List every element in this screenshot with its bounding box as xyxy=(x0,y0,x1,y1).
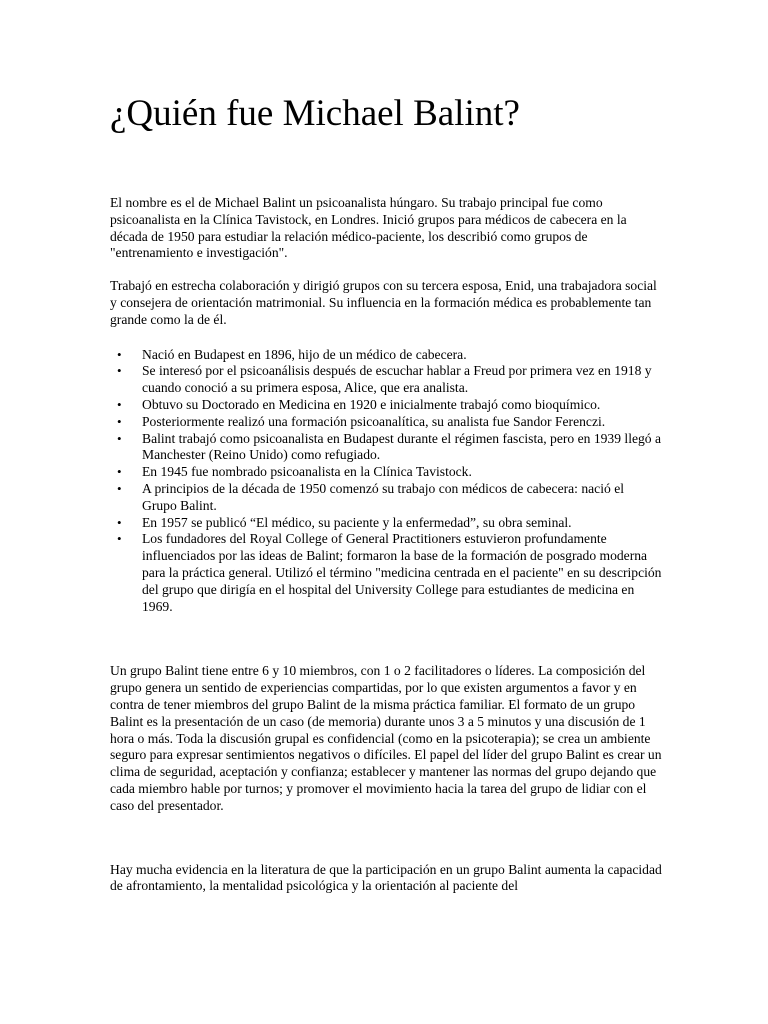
list-item: • Balint trabajó como psicoanalista en Budapest durante el régimen fascista, pero en 1939 llegó a Manchester (Reino Unido) como refugiado. xyxy=(142,431,662,465)
list-item: • Posteriormente realizó una formación psicoanalítica, su analista fue Sandor Ferenczi. xyxy=(142,414,662,431)
page-title: ¿Quién fue Michael Balint? xyxy=(110,93,520,134)
list-item: • En 1945 fue nombrado psicoanalista en la Clínica Tavistock. xyxy=(142,464,662,481)
document-body xyxy=(110,195,662,911)
spacer xyxy=(110,831,662,862)
list-item: • Se interesó por el psicoanálisis después de escuchar hablar a Freud por primera vez en 1918 y cuando conoció a su primera esposa, Alice, que era analista. xyxy=(142,363,662,397)
list-item: • En 1957 se publicó “El médico, su paciente y la enfermedad”, su obra seminal. xyxy=(142,515,662,532)
intro-paragraph-1: El nombre es el de Michael Balint un psicoanalista húngaro. Su trabajo principal fue como psicoanalista en la Clínica Tavistock, en Londres. Inició grupos para médicos de cabecera en la década de 1950 para estudiar la relación médico-paciente, los describió como grupos de "entrenamiento e investigación". xyxy=(110,195,627,261)
list-item: • A principios de la década de 1950 comenzó su trabajo con médicos de cabecera: nació el Grupo Balint. xyxy=(142,481,662,515)
evidence-paragraph: Hay mucha evidencia en la literatura de que la participación en un grupo Balint aumenta la capacidad de afrontamiento, la mentalidad psicológica y la orientación al paciente del xyxy=(110,861,662,894)
list-item: • Nació en Budapest en 1896, hijo de un médico de cabecera. xyxy=(142,347,662,364)
biography-bullet-list xyxy=(110,347,662,616)
spacer xyxy=(110,615,662,663)
intro-paragraph-2: Trabajó en estrecha colaboración y dirigió grupos con su tercera esposa, Enid, una trabajadora social y consejera de orientación matrimonial. Su influencia en la formación médica es probablemente tan grande como la de él. xyxy=(110,278,657,327)
list-item: • Los fundadores del Royal College of General Practitioners estuvieron profundamente influenciados por las ideas de Balint; formaron la base de la formación de posgrado moderna para la práctica general. Utilizó el término "medicina centrada en el paciente" en su descripción del grupo que dirigía en el hospital del University College para estudiantes de medicina en 1969. xyxy=(142,531,662,615)
group-paragraph: Un grupo Balint tiene entre 6 y 10 miembros, con 1 o 2 facilitadores o líderes. La composición del grupo genera un sentido de experiencias compartidas, por lo que existen argumentos a favor y en contra de tener miembros del grupo Balint de la misma práctica familiar. El formato de un grupo Balint es la presentación de un caso (de memoria) durante unos 3 a 5 minutos y una discusión de 1 hora o más. Toda la discusión grupal es confidencial (como en la psicoterapia); se crea un ambiente seguro para expresar sentimientos negativos o difíciles. El papel del líder del grupo Balint es crear un clima de seguridad, aceptación y confianza; establecer y mantener las normas del grupo dejando que cada miembro hable por turnos; y promover el movimiento hacia la tarea del grupo de lidiar con el caso del presentador. xyxy=(110,663,662,813)
list-item: • Obtuvo su Doctorado en Medicina en 1920 e inicialmente trabajó como bioquímico. xyxy=(142,397,662,414)
